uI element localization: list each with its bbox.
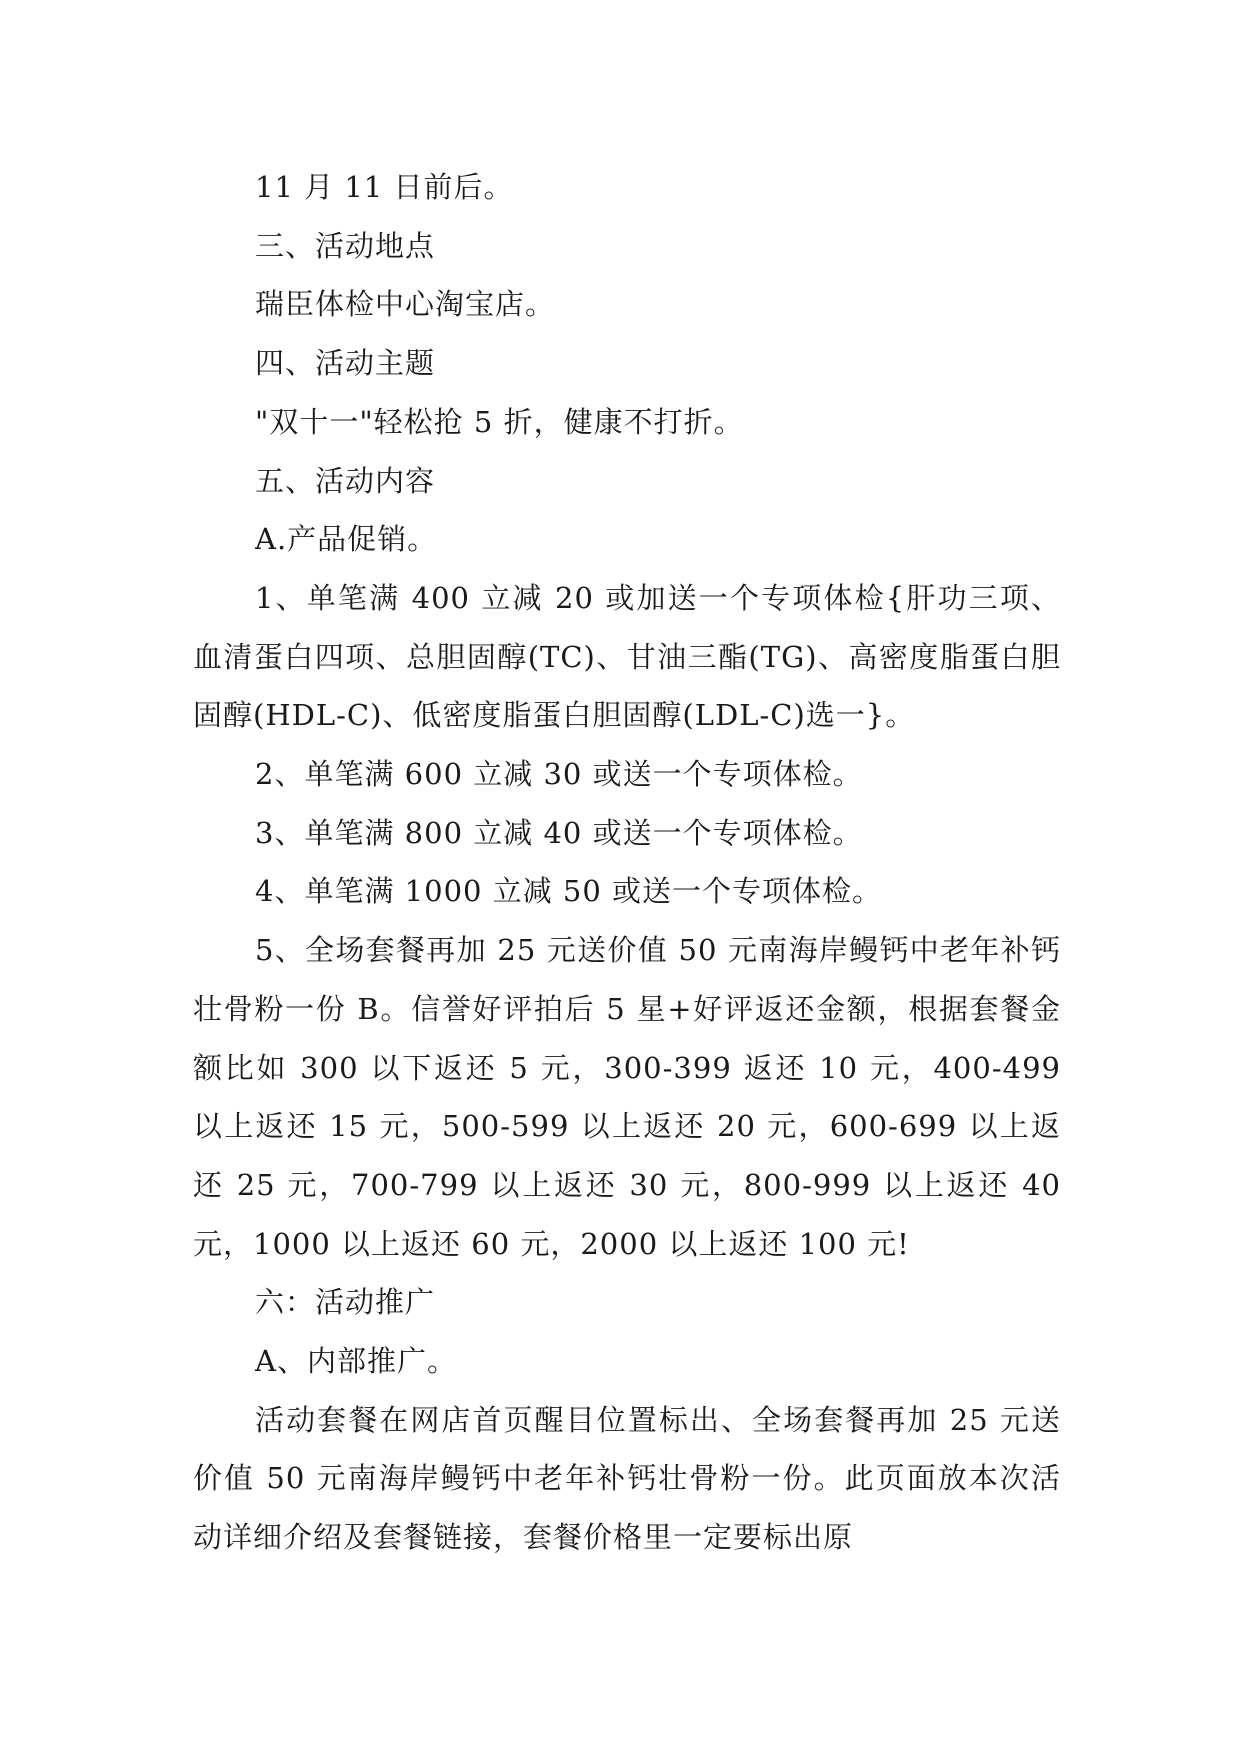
list-item-2: 2、单笔满 600 立减 30 或送一个专项体检。 [255,757,863,792]
list-item-3: 3、单笔满 800 立减 40 或送一个专项体检。 [255,815,863,850]
document-body [193,158,1061,1567]
list-item-5: 5、全场套餐再加 25 元送价值 50 元南海岸鳗钙中老年补钙壮骨粉一份 B。信誉好评拍后 5 星+好评返还金额，根据套餐金额比如 300 以下返还 5 元，300-399 返还 10 元，400-499 以上返还 15 元，500-599 以上返还 20 元，600-699 以上返还 25 元，700-799 以上返还 30 元，800-999 以上返还 40 元，1000 以上返还 60 元，2000 以上返还 100 元! [193,933,1061,1261]
paragraph-location: 瑞臣体检中心淘宝店。 [255,287,556,322]
heading-activity-promotion: 六：活动推广 [255,1285,436,1320]
paragraph-theme: "双十一"轻松抢 5 折，健康不打折。 [255,404,744,439]
subheading-product-promotion: A.产品促销。 [255,522,438,557]
heading-activity-content: 五、活动内容 [255,463,436,498]
paragraph-internal-promotion: 活动套餐在网店首页醒目位置标出、全场套餐再加 25 元送价值 50 元南海岸鳗钙中老年补钙壮骨粉一份。此页面放本次活动详细介绍及套餐链接，套餐价格里一定要标出原 [193,1402,1061,1555]
list-item-1: 1、单笔满 400 立减 20 或加送一个专项体检{肝功三项、血清蛋白四项、总胆固醇(TC)、甘油三酯(TG)、高密度脂蛋白胆固醇(HDL-C)、低密度脂蛋白胆固醇(LDL-C)选一}。 [193,580,1061,733]
heading-activity-location: 三、活动地点 [255,228,436,263]
subheading-internal-promotion: A、内部推广。 [255,1344,457,1379]
paragraph-time-end: 11 月 11 日前后。 [255,170,514,204]
heading-activity-theme: 四、活动主题 [255,346,436,381]
list-item-4: 4、单笔满 1000 立减 50 或送一个专项体检。 [255,874,883,909]
